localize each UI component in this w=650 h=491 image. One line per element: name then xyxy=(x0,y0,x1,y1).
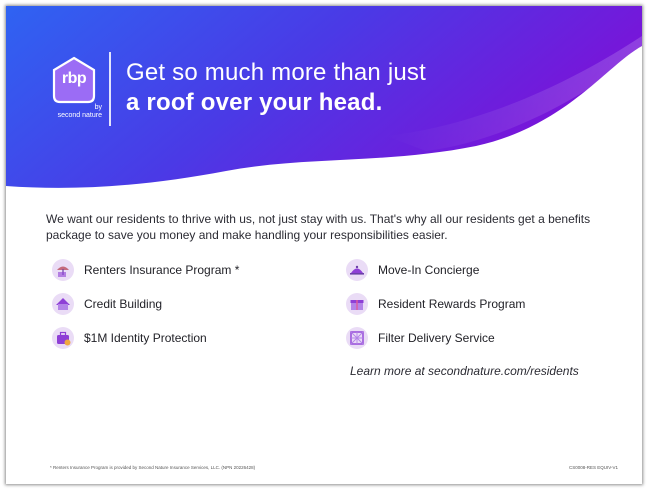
filter-icon xyxy=(346,327,368,349)
umbrella-house-icon xyxy=(52,259,74,281)
benefit-label: Filter Delivery Service xyxy=(378,331,495,345)
intro-paragraph: We want our residents to thrive with us, not just stay with us. That's why all our residents get a benefits package to save you money and make handling your responsibilities easier. xyxy=(46,212,591,242)
document-code: CS0008-RES EQUIV-V1 xyxy=(568,465,618,470)
rbp-logo xyxy=(50,56,98,108)
benefit-label: $1M Identity Protection xyxy=(84,331,207,345)
document-page xyxy=(6,6,642,484)
headline-line-2: a roof over your head. xyxy=(126,89,383,116)
benefit-label: Credit Building xyxy=(84,297,163,311)
logo-tagline xyxy=(46,104,102,120)
benefit-move-in-concierge xyxy=(346,259,479,281)
hero-divider xyxy=(109,52,111,126)
benefit-credit-building xyxy=(52,293,162,315)
logo-tagline-brand: second nature xyxy=(57,112,102,119)
benefit-resident-rewards xyxy=(346,293,525,315)
gift-icon xyxy=(346,293,368,315)
benefit-renters-insurance xyxy=(52,259,239,281)
headline-line-1: Get so much more than just xyxy=(126,59,426,86)
learn-more-link[interactable]: Learn more at secondnature.com/residents xyxy=(350,364,579,378)
briefcase-shield-icon xyxy=(52,327,74,349)
concierge-icon xyxy=(346,259,368,281)
footnote: * Renters Insurance Program is provided by Second Nature Insurance Services, LLC. (NPN 20226428) xyxy=(50,465,256,470)
logo-text: rbp xyxy=(61,70,87,87)
house-icon xyxy=(52,293,74,315)
headline xyxy=(126,58,426,118)
benefit-identity-protection xyxy=(52,327,207,349)
logo-tagline-by: by xyxy=(94,104,102,111)
benefit-label: Resident Rewards Program xyxy=(378,297,526,311)
benefit-label: Move-In Concierge xyxy=(378,263,480,277)
benefit-filter-delivery xyxy=(346,327,495,349)
benefit-label: Renters Insurance Program * xyxy=(84,263,240,277)
hero-banner xyxy=(6,6,642,206)
